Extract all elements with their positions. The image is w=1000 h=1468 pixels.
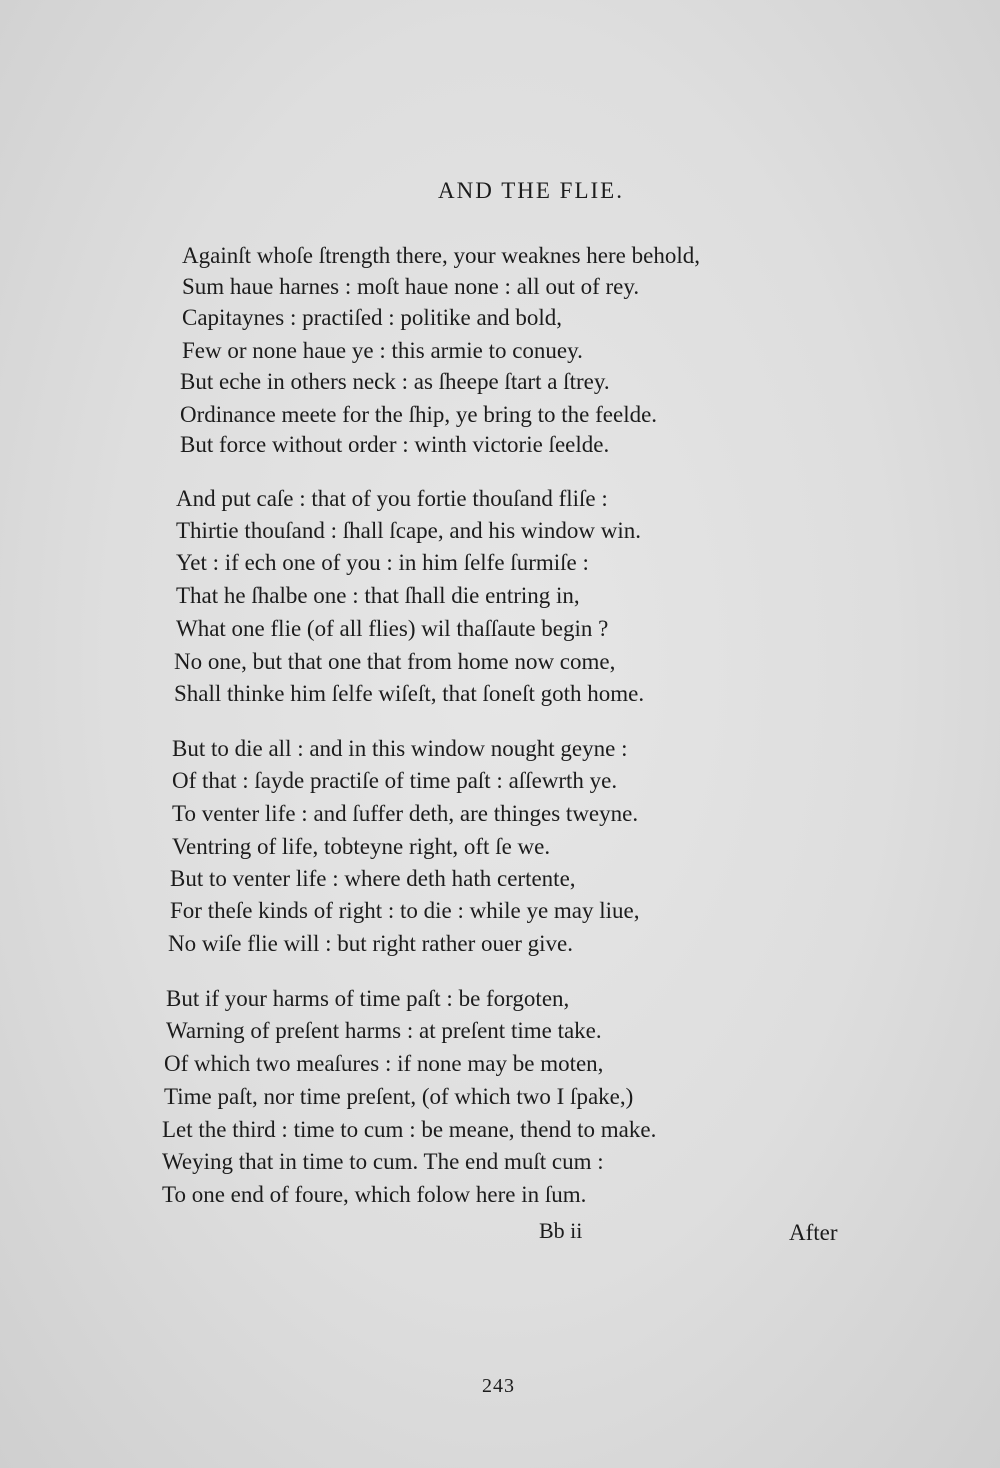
verse-line: Time paſt, nor time preſent, (of which two I ſpake,): [164, 1084, 634, 1109]
verse-line: No wiſe flie will : but right rather ouer give.: [168, 931, 573, 956]
verse-line: But to die all : and in this window nought geyne :: [172, 736, 628, 761]
verse-line: Yet : if ech one of you : in him ſelfe ſurmiſe :: [176, 550, 589, 575]
verse-line: Shall thinke him ſelfe wiſeſt, that ſoneſt goth home.: [174, 681, 645, 706]
verse-line: Againſt whoſe ſtrength there, your weaknes here behold,: [182, 243, 700, 268]
verse-line: Thirtie thouſand : ſhall ſcape, and his window win.: [176, 518, 642, 543]
verse-line: And put caſe : that of you fortie thouſand fliſe :: [176, 486, 608, 511]
verse-line: Capitaynes : practiſed : politike and bold,: [182, 305, 563, 330]
page-number: 243: [482, 1375, 515, 1397]
verse-line: Of that : ſayde practiſe of time paſt : aſſewrth ye.: [172, 768, 618, 793]
catchword: After: [789, 1220, 838, 1245]
verse-line: Warning of preſent harms : at preſent time take.: [166, 1018, 602, 1043]
verse-line: That he ſhalbe one : that ſhall die entring in,: [176, 583, 580, 608]
verse-line: To venter life : and ſuffer deth, are thinges tweyne.: [172, 801, 639, 826]
verse-line: Weying that in time to cum. The end muſt cum :: [162, 1149, 604, 1174]
verse-line: Sum haue harnes : moſt haue none : all out of rey.: [182, 274, 640, 299]
verse-line: To one end of foure, which folow here in ſum.: [162, 1182, 587, 1207]
verse-line: But eche in others neck : as ſheepe ſtart a ſtrey.: [180, 369, 610, 394]
signature-mark: Bb ii: [539, 1218, 583, 1243]
page-heading: AND THE FLIE.: [438, 178, 624, 203]
verse-line: For theſe kinds of right : to die : while ye may liue,: [170, 898, 640, 923]
verse-line: Few or none haue ye : this armie to conuey.: [182, 338, 583, 363]
verse-line: Of which two meaſures : if none may be moten,: [164, 1051, 604, 1076]
verse-line: But force without order : winth victorie ſeelde.: [180, 432, 610, 457]
verse-line: But to venter life : where deth hath certente,: [170, 866, 576, 891]
verse-line: But if your harms of time paſt : be forgoten,: [166, 986, 570, 1011]
verse-line: No one, but that one that from home now come,: [174, 649, 616, 674]
verse-line: Let the third : time to cum : be meane, thend to make.: [162, 1117, 657, 1142]
verse-line: What one flie (of all flies) wil thaſſaute begin ?: [176, 616, 609, 641]
verse-line: Ordinance meete for the ſhip, ye bring to the feelde.: [180, 402, 658, 427]
verse-line: Ventring of life, tobteyne right, oft ſe we.: [172, 834, 551, 859]
